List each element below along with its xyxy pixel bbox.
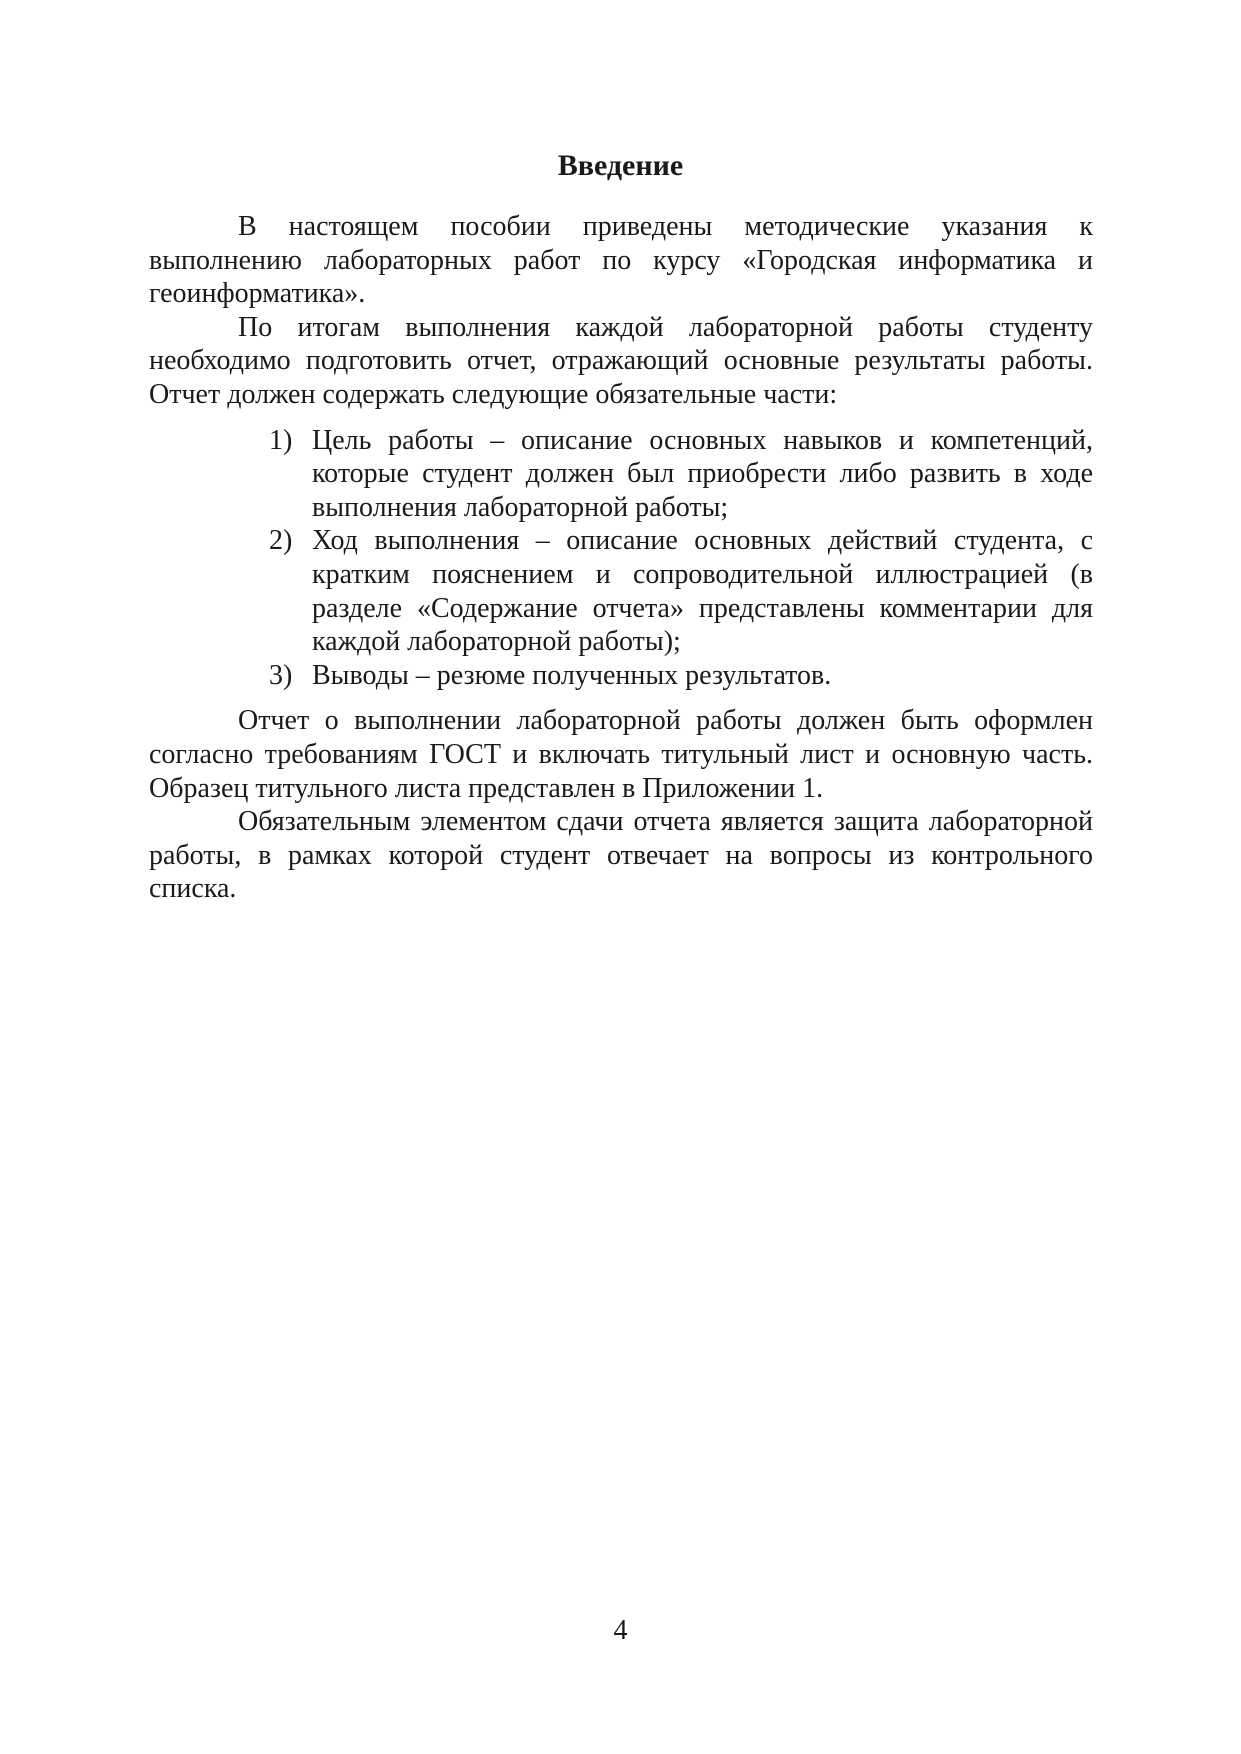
body-text	[149, 210, 1093, 906]
list-item-text: Цель работы – описание основных навыков и компетенций, которые студент должен был приобрести либо развить в ходе выполнения лабораторной работы;	[312, 424, 1093, 523]
paragraph-intro: В настоящем пособии приведены методические указания к выполнению лабораторных работ по курсу «Городская информатика и геоинформатика».	[149, 211, 1093, 310]
numbered-list	[149, 424, 1093, 693]
list-item-text: Ход выполнения – описание основных действий студента, с кратким пояснением и сопроводительной иллюстрацией (в разделе «Содержание отчета» представлены комментарии для каждой лабораторной работы);	[312, 525, 1093, 658]
paragraph-report-defense: Обязательным элементом сдачи отчета является защита лабораторной работы, в рамках которой студент отвечает на вопросы из контрольного списка.	[149, 806, 1093, 905]
list-item	[269, 424, 1093, 525]
list-item	[269, 659, 1093, 693]
paragraph-report-requirements: По итогам выполнения каждой лабораторной работы студенту необходимо подготовить отчет, отражающий основные результаты работы. Отчет должен содержать следующие обязательные части:	[149, 311, 1093, 410]
list-item-number: 3)	[269, 659, 293, 691]
page-number: 4	[613, 1615, 628, 1646]
list-item-text: Выводы – резюме полученных результатов.	[312, 659, 832, 691]
list-item-number: 2)	[269, 525, 293, 557]
paragraph-report-format: Отчет о выполнении лабораторной работы должен быть оформлен согласно требованиям ГОСТ и включать титульный лист и основную часть. Образец титульного листа представлен в Приложении 1.	[149, 705, 1093, 804]
spacer	[149, 412, 1093, 424]
list-item-number: 1)	[269, 424, 293, 456]
section-heading: Введение	[557, 149, 684, 182]
spacer	[149, 692, 1093, 704]
list-item	[269, 524, 1093, 658]
